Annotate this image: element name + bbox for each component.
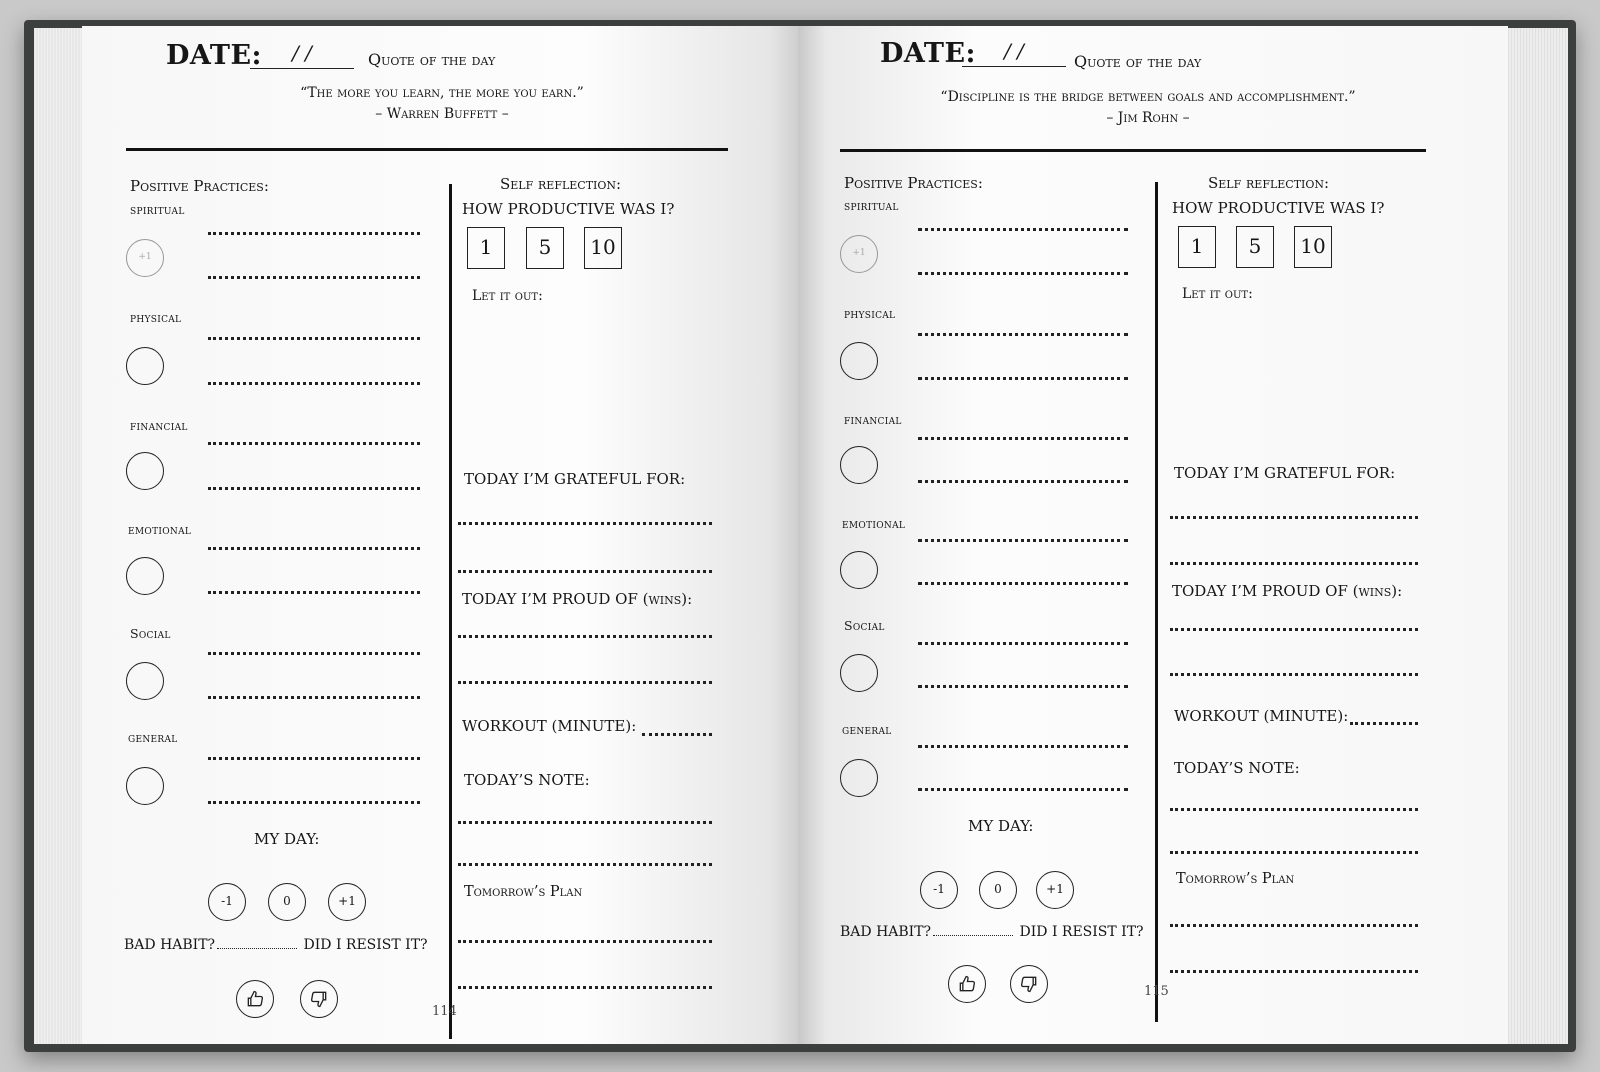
practice-checkbox[interactable]: [840, 446, 878, 484]
writing-line[interactable]: [918, 685, 1128, 688]
writing-line[interactable]: [918, 437, 1128, 440]
self-reflection-heading: Self reflection:: [500, 175, 622, 193]
positive-practices-heading: Positive Practices:: [844, 174, 983, 192]
let-it-out-area[interactable]: [462, 316, 712, 466]
writing-line[interactable]: [208, 276, 420, 279]
writing-line[interactable]: [1170, 562, 1418, 565]
writing-line[interactable]: [208, 757, 420, 760]
quote-text: “Discipline is the bridge between goals and accomplishment.”: [940, 89, 1356, 105]
note-label: TODAY’S NOTE:: [1174, 759, 1300, 777]
category-label: emotional: [842, 516, 906, 531]
writing-line[interactable]: [208, 801, 420, 804]
productivity-box-5[interactable]: 5: [1236, 226, 1274, 268]
workout-label: WORKOUT (MINUTE):: [1174, 707, 1349, 725]
resist-label: DID I RESIST IT?: [303, 937, 428, 953]
writing-line[interactable]: [208, 652, 420, 655]
grateful-label: TODAY I’M GRATEFUL FOR:: [464, 470, 686, 488]
practice-checkbox[interactable]: +1: [840, 235, 878, 273]
quote-author: – Jim Rohn –: [1106, 110, 1190, 126]
productivity-box-10[interactable]: 10: [584, 227, 622, 269]
practice-checkbox[interactable]: [126, 347, 164, 385]
tomorrow-label: Tomorrow’s Plan: [464, 884, 583, 900]
writing-line[interactable]: [918, 788, 1128, 791]
date-label: DATE:: [880, 38, 977, 69]
right-page: [798, 26, 1508, 1044]
quote-of-the-day-label: Quote of the day: [368, 50, 496, 69]
bad-habit-row: [840, 924, 1144, 940]
writing-line[interactable]: [208, 487, 420, 490]
page-edges-right: [1506, 28, 1568, 1044]
workout-label: WORKOUT (MINUTE):: [462, 717, 637, 735]
category-label: Social: [130, 626, 171, 641]
writing-line[interactable]: [458, 522, 712, 525]
productive-question: HOW PRODUCTIVE WAS I?: [1172, 199, 1385, 217]
category-label: physical: [130, 310, 182, 325]
writing-line[interactable]: [458, 570, 712, 573]
thumbs-down-icon[interactable]: [300, 980, 338, 1018]
category-label: general: [842, 722, 892, 737]
quote-of-the-day-label: Quote of the day: [1074, 52, 1202, 71]
category-label: physical: [844, 306, 896, 321]
date-field[interactable]: / /: [962, 38, 1066, 67]
writing-line[interactable]: [1170, 808, 1418, 811]
let-it-out-label: Let it out:: [1182, 286, 1253, 302]
writing-line[interactable]: [208, 442, 420, 445]
tomorrow-label: Tomorrow’s Plan: [1176, 871, 1295, 887]
category-label: spiritual: [130, 202, 185, 217]
writing-line[interactable]: [458, 863, 712, 866]
writing-line[interactable]: [918, 377, 1128, 380]
my-day-plus-one[interactable]: +1: [328, 883, 366, 921]
quote-author: – Warren Buffett –: [375, 106, 509, 122]
writing-line[interactable]: [208, 232, 420, 235]
practice-checkbox[interactable]: [126, 557, 164, 595]
self-reflection-heading: Self reflection:: [1208, 174, 1330, 192]
resist-label: DID I RESIST IT?: [1019, 924, 1144, 940]
writing-line[interactable]: [458, 940, 712, 943]
category-label: emotional: [128, 522, 192, 537]
my-day-label: MY DAY:: [254, 830, 320, 848]
writing-line[interactable]: [1170, 673, 1418, 676]
page-number: 114: [432, 1004, 457, 1019]
practice-checkbox[interactable]: [840, 759, 878, 797]
workout-field[interactable]: [1350, 722, 1418, 725]
proud-label: TODAY I’M PROUD OF (wins):: [1172, 582, 1403, 600]
category-label: financial: [130, 418, 188, 433]
my-day-minus-one[interactable]: -1: [920, 871, 958, 909]
quote-text: “The more you learn, the more you earn.”: [300, 85, 584, 101]
date-field[interactable]: / /: [250, 40, 354, 69]
writing-line[interactable]: [1170, 970, 1418, 973]
writing-line[interactable]: [1170, 851, 1418, 854]
bad-habit-label: BAD HABIT?: [840, 924, 932, 940]
bad-habit-field[interactable]: [217, 948, 297, 949]
category-label: general: [128, 730, 178, 745]
positive-practices-heading: Positive Practices:: [130, 177, 269, 195]
category-label: spiritual: [844, 198, 899, 213]
writing-line[interactable]: [208, 547, 420, 550]
note-label: TODAY’S NOTE:: [464, 771, 590, 789]
thumbs-up-icon[interactable]: [948, 965, 986, 1003]
practice-checkbox[interactable]: [840, 551, 878, 589]
header-divider: [126, 148, 728, 151]
practice-checkbox[interactable]: [840, 654, 878, 692]
bad-habit-label: BAD HABIT?: [124, 937, 216, 953]
writing-line[interactable]: [918, 582, 1128, 585]
thumbs-down-icon[interactable]: [1010, 965, 1048, 1003]
my-day-zero[interactable]: 0: [268, 883, 306, 921]
header-divider: [840, 149, 1426, 152]
practice-checkbox[interactable]: +1: [126, 239, 164, 277]
productivity-box-1[interactable]: 1: [467, 227, 505, 269]
my-day-zero[interactable]: 0: [979, 871, 1017, 909]
writing-line[interactable]: [1170, 516, 1418, 519]
writing-line[interactable]: [918, 272, 1128, 275]
productive-question: HOW PRODUCTIVE WAS I?: [462, 200, 675, 218]
column-divider: [449, 184, 452, 1039]
writing-line[interactable]: [208, 591, 420, 594]
category-label: financial: [844, 412, 902, 427]
date-label: DATE:: [166, 40, 263, 71]
bad-habit-field[interactable]: [933, 935, 1013, 936]
practice-checkbox[interactable]: [126, 767, 164, 805]
column-divider: [1155, 182, 1158, 1022]
practice-checkbox[interactable]: [840, 342, 878, 380]
practice-checkbox[interactable]: [126, 662, 164, 700]
workout-field[interactable]: [642, 733, 712, 736]
my-day-label: MY DAY:: [968, 817, 1034, 835]
proud-label: TODAY I’M PROUD OF (wins):: [462, 590, 693, 608]
writing-line[interactable]: [458, 986, 712, 989]
writing-line[interactable]: [208, 382, 420, 385]
my-day-minus-one[interactable]: -1: [208, 883, 246, 921]
bad-habit-row: [124, 937, 428, 953]
page-number: 115: [1144, 984, 1169, 999]
productivity-box-5[interactable]: 5: [526, 227, 564, 269]
let-it-out-area[interactable]: [1172, 312, 1422, 462]
left-page: [82, 26, 798, 1044]
writing-line[interactable]: [918, 333, 1128, 336]
writing-line[interactable]: [918, 228, 1128, 231]
writing-line[interactable]: [458, 821, 712, 824]
writing-line[interactable]: [918, 539, 1128, 542]
writing-line[interactable]: [208, 337, 420, 340]
let-it-out-label: Let it out:: [472, 288, 543, 304]
writing-line[interactable]: [458, 681, 712, 684]
writing-line[interactable]: [208, 696, 420, 699]
grateful-label: TODAY I’M GRATEFUL FOR:: [1174, 464, 1396, 482]
writing-line[interactable]: [918, 745, 1128, 748]
thumbs-up-icon[interactable]: [236, 980, 274, 1018]
writing-line[interactable]: [1170, 628, 1418, 631]
writing-line[interactable]: [918, 642, 1128, 645]
productivity-box-1[interactable]: 1: [1178, 226, 1216, 268]
writing-line[interactable]: [918, 480, 1128, 483]
writing-line[interactable]: [1170, 924, 1418, 927]
category-label: Social: [844, 618, 885, 633]
writing-line[interactable]: [458, 635, 712, 638]
my-day-plus-one[interactable]: +1: [1036, 871, 1074, 909]
productivity-box-10[interactable]: 10: [1294, 226, 1332, 268]
practice-checkbox[interactable]: [126, 452, 164, 490]
